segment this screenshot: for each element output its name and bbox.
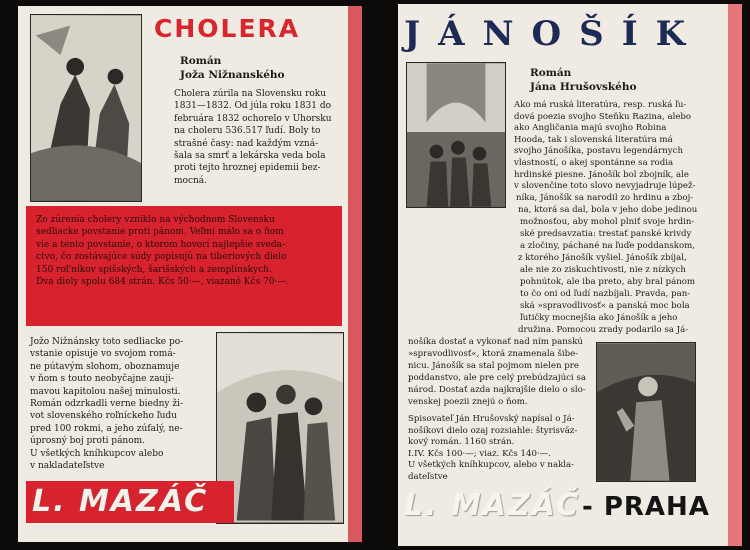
janosik-subtitle-roman: Román xyxy=(530,67,572,79)
text-line: na choleru 536.517 ľudí. Boly to xyxy=(174,126,321,137)
cholera-body-text xyxy=(30,336,210,448)
illustration-figures-icon xyxy=(31,15,141,201)
text-line: ská »spravodlivosť« a panská moc bola xyxy=(520,301,690,311)
text-line: z ktorého Jánošík vyšiel. Jánošík zbíjal, xyxy=(518,253,687,263)
text-line: svojho Jánošíka, postavu legendárnych xyxy=(514,146,683,157)
text-line: Jožo Nižnánsky toto sedliacke po- xyxy=(30,337,184,347)
text-line: v ňom s touto neobyčajne zauji- xyxy=(30,374,174,385)
illustration-street-icon xyxy=(407,63,505,207)
janosik-subtitle-author: Jána Hrušovského xyxy=(530,81,637,93)
text-line: vot slovenského roľníckeho ľudu xyxy=(30,411,177,422)
text-line: venskej poezii znejú o ňom. xyxy=(408,397,528,407)
text-line: družina. Pomocou zrady podarilo sa Já- xyxy=(518,325,689,335)
text-line: U všetkých kníhkupcov alebo xyxy=(30,449,164,459)
text-line: Cholera zúrila na Slovensku roku xyxy=(174,89,327,99)
cholera-bottom-illustration xyxy=(216,332,344,524)
cholera-publisher-logo: L. MAZÁČ xyxy=(32,484,209,519)
janosik-bottom-text xyxy=(408,414,588,484)
text-line: nicu. Jánošík sa stal pojmom nielen pre xyxy=(408,361,579,371)
text-line: Román odzrkadli verne biedny ži- xyxy=(30,399,183,410)
text-line: ctvo, čo zostávajúce súdy popisujú na tiberiových dielo xyxy=(36,252,287,263)
cholera-red-band xyxy=(26,206,342,326)
janosik-bottom-illustration xyxy=(596,342,696,482)
cholera-title: CHOLERA xyxy=(154,14,301,43)
text-line: národ. Dostať azda najkrajšie dielo o slo- xyxy=(408,385,586,395)
janosik-city: - PRAHA xyxy=(582,492,710,522)
text-line: pohnútok, ale iba preto, aby bral pánom xyxy=(520,277,696,287)
text-line: U všetkých kníhkupcov, alebo v nakla- xyxy=(408,460,575,471)
text-line: ské predsavzatia: trestať panské krivdy xyxy=(520,229,692,239)
janosik-publisher-logo: L. MAZÁČ xyxy=(404,488,581,523)
illustration-figure-icon xyxy=(597,343,695,481)
text-line: pred 100 rokmi, a jeho zúfalý, ne- xyxy=(30,423,183,434)
text-line: I.IV. Kčs 100·—; viaz. Kčs 140·—. xyxy=(408,448,551,459)
cholera-top-illustration xyxy=(30,14,142,202)
text-line: ale nie zo ziskuchtivosti, nie z nízkych xyxy=(520,265,686,275)
text-line: mavou kapitolou našej minulosti. xyxy=(30,386,181,397)
text-line: ako Angličania majú svojho Robina xyxy=(514,123,667,134)
text-line: kový román. 1160 strán. xyxy=(408,437,515,448)
text-line: strašné časy: nad každým vzná- xyxy=(174,138,319,149)
text-line: 150 rol'níkov spišských, šarišských a zemplínskych. xyxy=(36,264,272,275)
text-line: proti tejto hroznej epidemii bez- xyxy=(174,163,321,174)
text-line: Spisovateľ Ján Hrušovský napísal o Já- xyxy=(408,414,575,424)
text-line: dová poezia svojho Steňku Razina, alebo xyxy=(514,111,692,122)
illustration-crowd-icon xyxy=(217,333,343,523)
janosik-top-illustration xyxy=(406,62,506,208)
text-line: v nakladateľstve xyxy=(30,461,105,472)
text-line: 1831—1832. Od júla roku 1831 do xyxy=(174,101,331,112)
text-line: Zo zúrenia cholery vzniklo na východnom Slovensku xyxy=(36,215,275,225)
text-line: možnosťou, aby mohol plniť svoje hrdin- xyxy=(520,217,695,227)
text-line: úprosný boj proti pánom. xyxy=(30,436,146,447)
text-line: Dva diely spolu 684 strán. Kčs 50·—, viazané Kčs 70·—. xyxy=(36,277,290,288)
text-line: vie a tento povstanie, o ktorom hovorí najlepšie sveda- xyxy=(36,239,286,250)
text-line: sedliacke povstanie proti pánom. Veľmi málo sa o ňom xyxy=(36,227,284,238)
text-line: vstanie opisuje vo svojom romá- xyxy=(30,349,176,360)
text-line: vlastností, o akej spontánne sa rodia xyxy=(514,157,674,168)
text-line: v slovenčine toto slovo nevyjadruje lúpež- xyxy=(514,181,696,192)
text-line: ne pútavým slohom, oboznamuje xyxy=(30,361,180,372)
text-line: dateľstve xyxy=(408,471,448,482)
text-line: »spravodlivosť«, ktorá znamenala šibe- xyxy=(408,349,579,359)
text-line: níka, Jánošík sa narodil zo hrdinu a zboj- xyxy=(516,193,694,203)
cholera-subtitle-roman: Román xyxy=(180,55,222,67)
text-line: nošíka dostať a vykonať nad ním panskú xyxy=(408,337,583,347)
text-line: hrdinské piesne. Jánošík bol zbojník, ale xyxy=(514,169,690,180)
text-line: februára 1832 ochorelo v Uhorsku xyxy=(174,113,332,124)
text-line: mocná. xyxy=(174,175,208,186)
text-line: nošíkovi dielo ozaj rozsiahle: štyrisväz- xyxy=(408,425,578,436)
cholera-intro-text xyxy=(174,88,344,187)
text-line: ľutičky mocnejšia ako Jánošík a jeho xyxy=(520,313,678,323)
janosik-cover xyxy=(398,4,742,546)
cholera-cover xyxy=(18,6,362,542)
text-line: to čo oni od ľudí nazbíjali. Pravda, pan- xyxy=(520,289,691,299)
text-line: na, ktorá sa dal, bola v jeho dobe jedinou xyxy=(518,205,698,215)
text-line: šala sa smrť a lekárska veda bola xyxy=(174,151,326,162)
janosik-title: JÁNOŠÍK xyxy=(404,14,704,54)
janosik-top-text xyxy=(514,100,726,193)
text-line: a zločiny, páchané na ľuďe poddanskom, xyxy=(520,241,696,251)
text-line: Ako má ruská literatúra, resp. ruská ľu- xyxy=(514,100,687,110)
cholera-footer-text xyxy=(30,448,210,473)
cholera-subtitle-author: Joža Nižnanského xyxy=(180,69,285,81)
text-line: Hooda, tak i slovenská literatúra má xyxy=(514,134,673,145)
text-line: poddanstvo, ale pre celý prebúdzajúci sa xyxy=(408,373,586,383)
